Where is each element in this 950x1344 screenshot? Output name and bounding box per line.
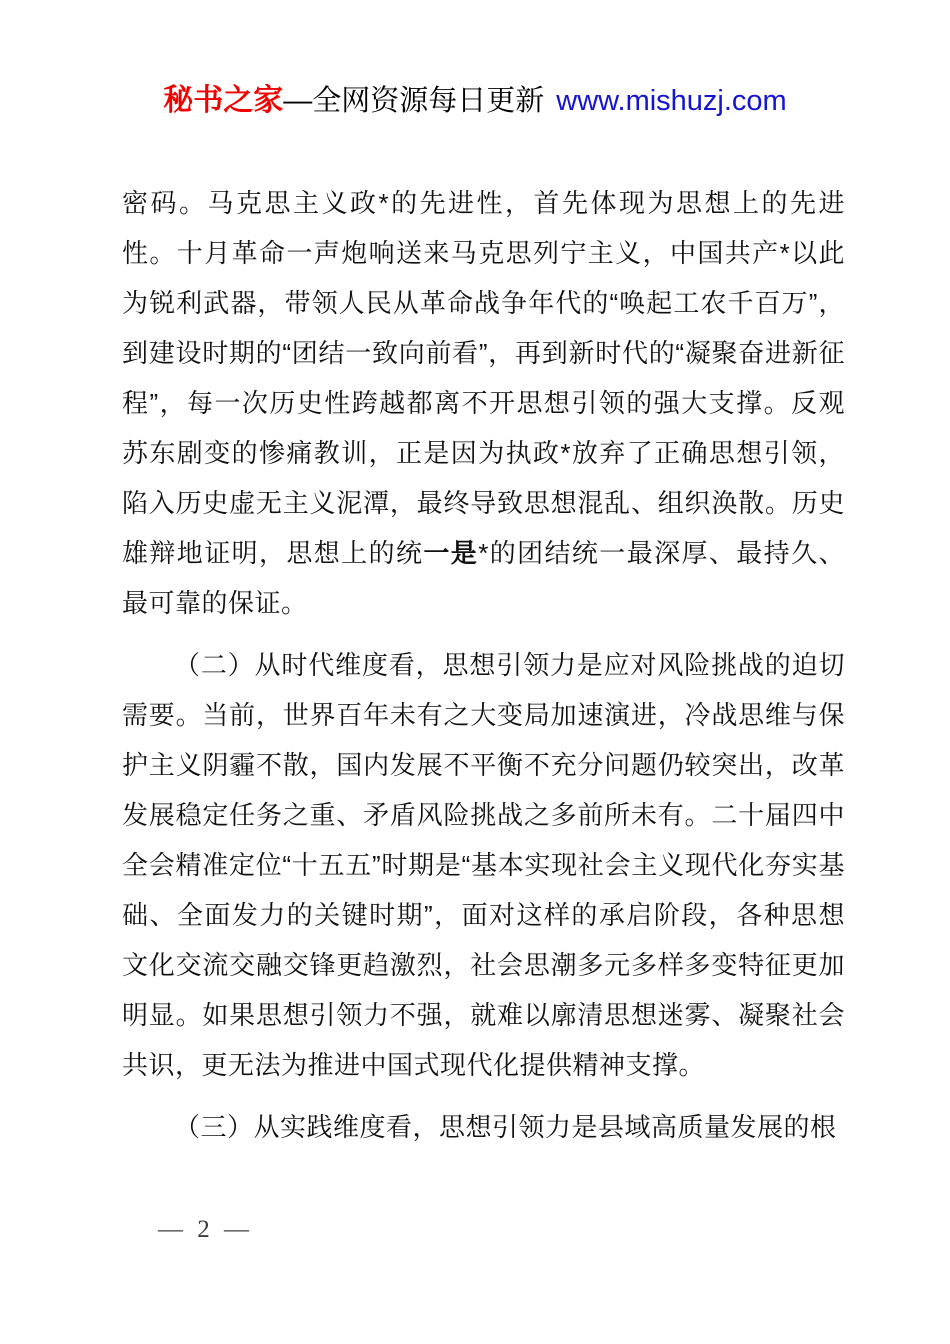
header-tagline: 全网资源每日更新 (312, 85, 545, 117)
header-url: www.mishuzj.com (556, 85, 787, 117)
header-dash: — (283, 85, 313, 117)
text-segment: *的团结统一最深厚、最持久、最可靠的保证。 (122, 538, 845, 618)
site-name: 秘书之家 (163, 84, 284, 117)
page-footer (158, 1216, 253, 1244)
page-number: — 2 — (158, 1216, 253, 1243)
text-segment: （二）从时代维度看，思想引领力是应对风险挑战的迫切需要。当前，世界百年未有之大变局加速演进，冷战思维与保护主义阴霾不散，国内发展不平衡不充分问题仍较突出，改革发展稳定任务之重、矛盾风险挑战之多前所未有。二十届四中全会精准定位“十五五”时期是“基本实现社会主义现代化夯实基础、全面发力的关键时期”，面对这样的承启阶段，各种思想文化交流交融交锋更趋激烈，社会思潮多元多样多变特征更加明显。如果思想引领力不强，就难以廓清思想迷雾、凝聚社会共识，更无法为推进中国式现代化提供精神支撑。 (122, 650, 845, 1080)
paragraph (122, 640, 845, 1090)
text-segment: 一是 (423, 538, 479, 568)
document-body (122, 178, 845, 1152)
page-header (0, 84, 950, 118)
text-segment: 密码。马克思主义政*的先进性，首先体现为思想上的先进性。十月革命一声炮响送来马克思列宁主义，中国共产*以此为锐利武器，带领人民从革命战争年代的“唤起工农千百万”，到建设时期的“团结一致向前看”，再到新时代的“凝聚奋进新征程”，每一次历史性跨越都离不开思想引领的强大支撑。反观苏东剧变的惨痛教训，正是因为执政*放弃了正确思想引领，陷入历史虚无主义泥潭，最终导致思想混乱、组织涣散。历史雄辩地证明，思想上的统 (122, 188, 845, 568)
paragraph (122, 178, 845, 628)
paragraph (122, 1102, 845, 1152)
text-segment: （三）从实践维度看，思想引领力是县域高质量发展的根 (174, 1112, 837, 1142)
